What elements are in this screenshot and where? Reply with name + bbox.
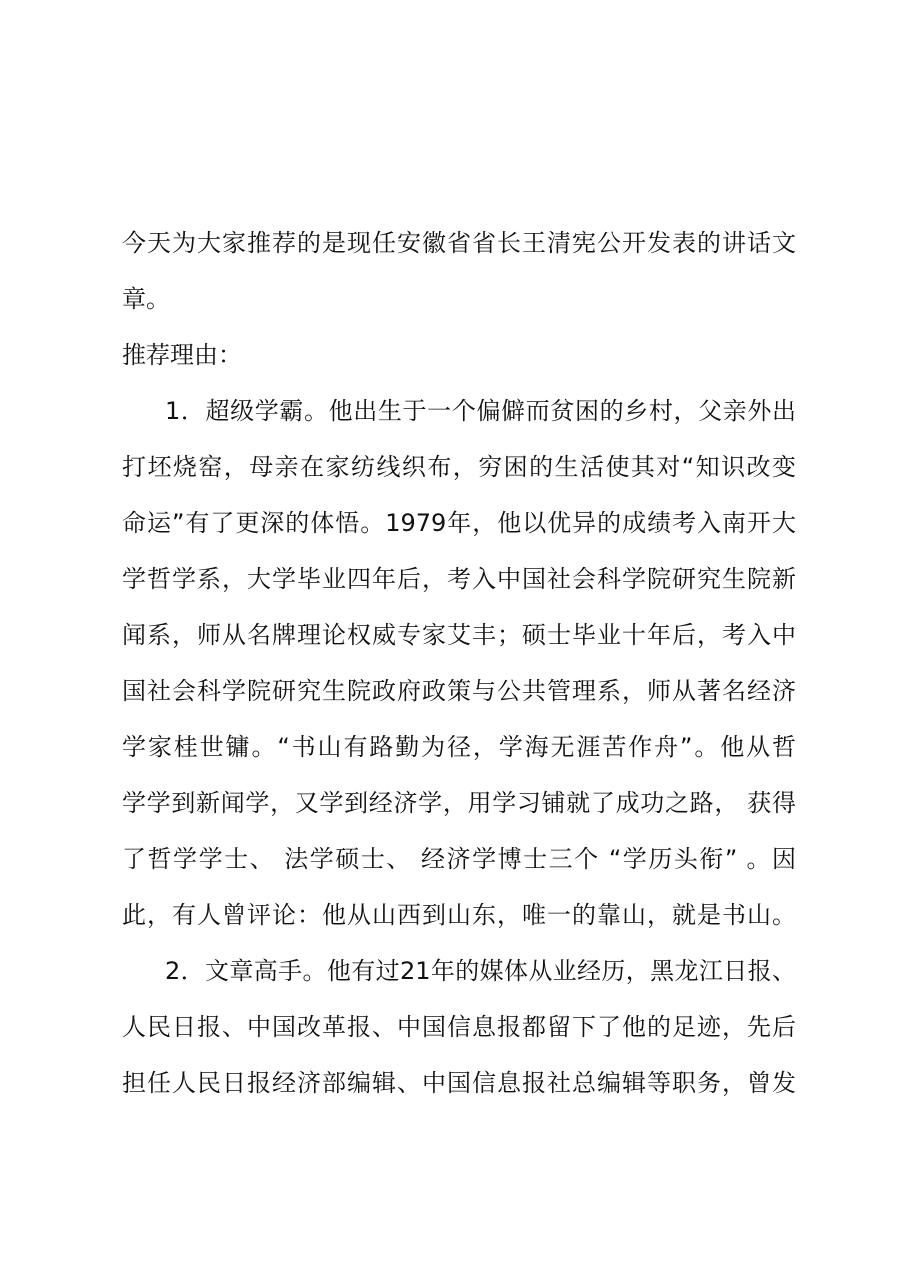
reason-1-line-10: 此，有人曾评论：他从山西到山东，唯一的靠山，就是书山。 xyxy=(122,901,796,929)
reason-1-line-6: 国社会科学院研究生院政府政策与公共管理系，师从著名经济 xyxy=(122,677,796,705)
reason-2-line-3: 担任人民日报经济部编辑、中国信息报社总编辑等职务，曾发 xyxy=(122,1069,796,1097)
reason-1-line-1: 1．超级学霸。他出生于一个偏僻而贫困的乡村，父亲外出 xyxy=(165,397,796,425)
reason-1-line-8: 学学到新闻学，又学到经济学，用学习铺就了成功之路， 获得 xyxy=(122,789,796,817)
reason-2-line-2: 人民日报、中国改革报、中国信息报都留下了他的足迹，先后 xyxy=(122,1013,796,1041)
reason-1-line-3: 命运”有了更深的体悟。1979年，他以优异的成绩考入南开大 xyxy=(122,509,796,537)
reason-1-line-4: 学哲学系，大学毕业四年后，考入中国社会科学院研究生院新 xyxy=(122,565,796,593)
reason-2-line-1: 2．文章高手。他有过21年的媒体从业经历，黑龙江日报、 xyxy=(165,957,796,985)
reason-1-line-7: 学家桂世镛。“书山有路勤为径，学海无涯苦作舟”。他从哲 xyxy=(122,733,796,761)
intro-line-1: 今天为大家推荐的是现任安徽省省长王清宪公开发表的讲话文 xyxy=(122,229,796,257)
reasons-heading: 推荐理由： xyxy=(122,341,242,369)
reason-1-line-5: 闻系，师从名牌理论权威专家艾丰；硕士毕业十年后，考入中 xyxy=(122,621,796,649)
intro-line-2: 章。 xyxy=(122,285,170,313)
reason-1-line-9: 了哲学学士、 法学硕士、 经济学博士三个 “学历头衔” 。因 xyxy=(122,845,796,873)
reason-1-line-2: 打坯烧窑，母亲在家纺线织布，穷困的生活使其对“知识改变 xyxy=(122,453,796,481)
